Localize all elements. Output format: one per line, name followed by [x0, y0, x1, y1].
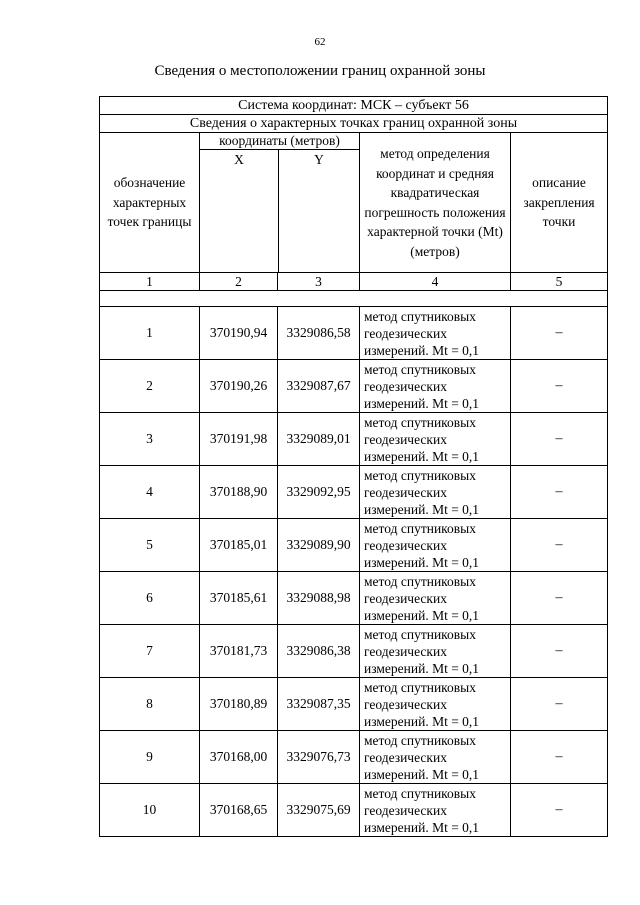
method-line: геодезических	[364, 590, 447, 606]
point-description: –	[511, 572, 608, 625]
y-coordinate: 3329089,90	[278, 519, 360, 572]
point-description: –	[511, 625, 608, 678]
point-id: 7	[100, 625, 200, 678]
point-id: 10	[100, 784, 200, 837]
blank-cell	[100, 291, 608, 307]
point-description: –	[511, 731, 608, 784]
x-coordinate: 370190,26	[200, 360, 278, 413]
document-title: Сведения о местоположении границ охранной зоны	[154, 63, 486, 79]
method-line: метод спутниковых	[364, 520, 476, 536]
point-id: 5	[100, 519, 200, 572]
method-line: метод спутниковых	[364, 467, 476, 483]
coord-system-row	[100, 97, 608, 115]
method-cell	[360, 784, 511, 837]
col-number: 2	[200, 273, 278, 291]
method-line: метод спутниковых	[364, 679, 476, 695]
table-row	[100, 731, 608, 784]
point-id: 8	[100, 678, 200, 731]
point-id: 1	[100, 307, 200, 360]
col-number: 5	[511, 273, 608, 291]
page-number: 62	[314, 36, 326, 48]
boundary-points-table	[99, 96, 608, 837]
point-description: –	[511, 519, 608, 572]
method-line: геодезических	[364, 749, 447, 765]
table-row	[100, 678, 608, 731]
method-cell	[360, 413, 511, 466]
x-coordinate: 370190,94	[200, 307, 278, 360]
method-line: геодезических	[364, 537, 447, 553]
header-description: описание закрепления точки	[511, 133, 608, 273]
x-coordinate: 370168,00	[200, 731, 278, 784]
table-row	[100, 519, 608, 572]
points-heading-row	[100, 115, 608, 133]
method-line: измерений. Mt = 0,1	[364, 607, 480, 623]
blank-row	[100, 291, 608, 307]
method-cell	[360, 678, 511, 731]
method-line: метод спутниковых	[364, 626, 476, 642]
point-id: 4	[100, 466, 200, 519]
point-description: –	[511, 360, 608, 413]
method-line: измерений. Mt = 0,1	[364, 448, 480, 464]
y-coordinate: 3329086,38	[278, 625, 360, 678]
method-line: измерений. Mt = 0,1	[364, 395, 480, 411]
method-line: измерений. Mt = 0,1	[364, 554, 480, 570]
table-row	[100, 413, 608, 466]
method-line: измерений. Mt = 0,1	[364, 713, 480, 729]
y-coordinate: 3329087,35	[278, 678, 360, 731]
x-coordinate: 370191,98	[200, 413, 278, 466]
table-row	[100, 307, 608, 360]
table-row	[100, 360, 608, 413]
point-id: 2	[100, 360, 200, 413]
col-number: 3	[278, 273, 360, 291]
header-y: Y	[314, 152, 324, 167]
table-row	[100, 466, 608, 519]
x-coordinate: 370180,89	[200, 678, 278, 731]
point-description: –	[511, 413, 608, 466]
method-line: метод спутниковых	[364, 573, 476, 589]
method-line: геодезических	[364, 696, 447, 712]
method-line: геодезических	[364, 643, 447, 659]
method-line: геодезических	[364, 325, 447, 341]
header-coordinates-label: координаты (метров)	[200, 133, 359, 150]
method-line: геодезических	[364, 431, 447, 447]
y-coordinate: 3329076,73	[278, 731, 360, 784]
x-coordinate: 370188,90	[200, 466, 278, 519]
table-row	[100, 784, 608, 837]
method-line: измерений. Mt = 0,1	[364, 819, 480, 835]
y-coordinate: 3329089,01	[278, 413, 360, 466]
header-coordinates	[200, 133, 360, 273]
point-description: –	[511, 784, 608, 837]
coord-system-cell: Система координат: МСК – субъект 56	[100, 97, 608, 115]
method-line: измерений. Mt = 0,1	[364, 501, 480, 517]
header-method: метод определения координат и средняя квадратическая погрешность положения характерной точки (Mt) (метров)	[360, 133, 511, 273]
method-line: метод спутниковых	[364, 732, 476, 748]
method-line: метод спутниковых	[364, 308, 476, 324]
point-id: 9	[100, 731, 200, 784]
x-coordinate: 370185,01	[200, 519, 278, 572]
y-coordinate: 3329086,58	[278, 307, 360, 360]
column-header-row	[100, 133, 608, 273]
point-description: –	[511, 307, 608, 360]
y-coordinate: 3329087,67	[278, 360, 360, 413]
y-coordinate: 3329075,69	[278, 784, 360, 837]
method-line: измерений. Mt = 0,1	[364, 660, 480, 676]
point-id: 3	[100, 413, 200, 466]
method-cell	[360, 572, 511, 625]
col-number: 4	[360, 273, 511, 291]
x-coordinate: 370185,61	[200, 572, 278, 625]
points-heading-cell: Сведения о характерных точках границ охранной зоны	[100, 115, 608, 133]
method-cell	[360, 360, 511, 413]
method-cell	[360, 731, 511, 784]
method-line: измерений. Mt = 0,1	[364, 766, 480, 782]
y-coordinate: 3329088,98	[278, 572, 360, 625]
method-line: геодезических	[364, 378, 447, 394]
point-id: 6	[100, 572, 200, 625]
table-row	[100, 625, 608, 678]
method-cell	[360, 466, 511, 519]
x-coordinate: 370181,73	[200, 625, 278, 678]
col-number: 1	[100, 273, 200, 291]
point-description: –	[511, 678, 608, 731]
table-row	[100, 572, 608, 625]
header-x: X	[200, 150, 279, 272]
method-line: геодезических	[364, 802, 447, 818]
method-line: метод спутниковых	[364, 785, 476, 801]
method-line: метод спутниковых	[364, 361, 476, 377]
point-description: –	[511, 466, 608, 519]
x-coordinate: 370168,65	[200, 784, 278, 837]
y-coordinate: 3329092,95	[278, 466, 360, 519]
method-cell	[360, 625, 511, 678]
method-line: геодезических	[364, 484, 447, 500]
method-line: метод спутниковых	[364, 414, 476, 430]
header-point-designation: обозначение характерных точек границы	[100, 133, 200, 273]
method-line: измерений. Mt = 0,1	[364, 342, 480, 358]
method-cell	[360, 519, 511, 572]
method-cell	[360, 307, 511, 360]
column-number-row	[100, 273, 608, 291]
